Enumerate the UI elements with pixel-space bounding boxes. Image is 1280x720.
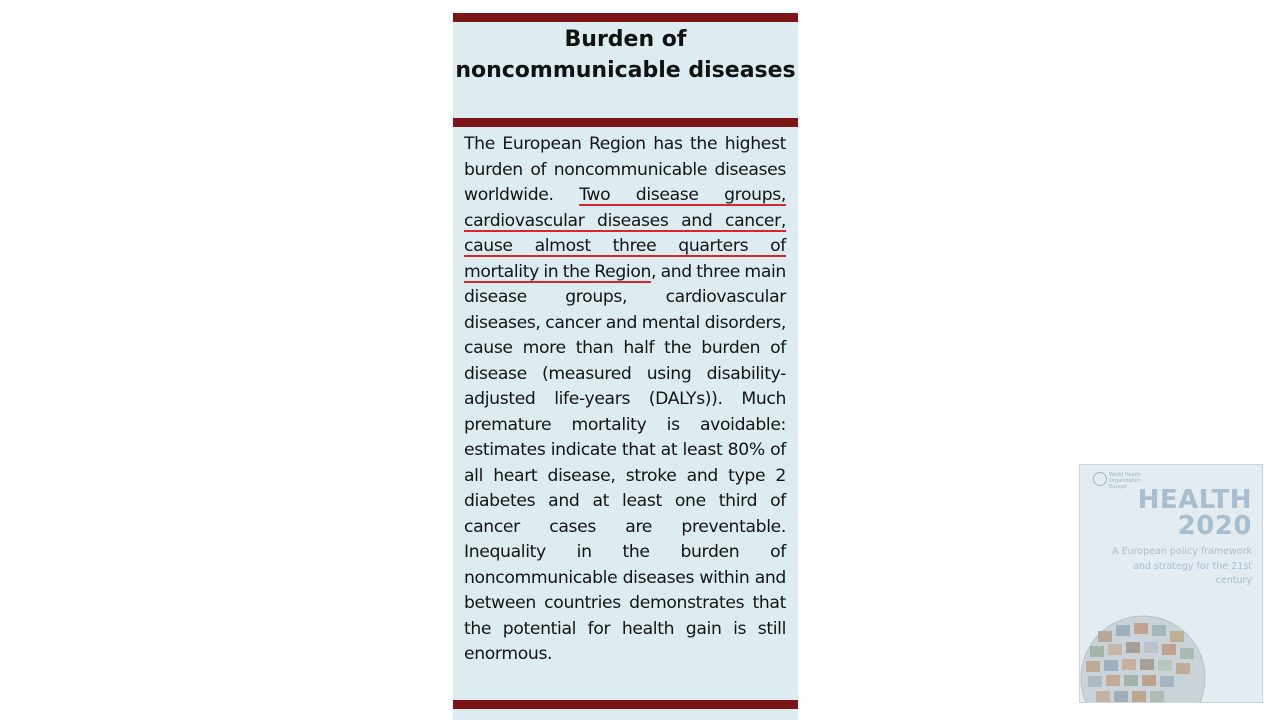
bottom-bar: [453, 700, 798, 709]
ncd-info-box: [453, 13, 798, 720]
highlighted-statement: Two disease groups, cardiovascular diseases and cancer, cause almost three quarters of mortality in the Region: [464, 185, 786, 282]
world-globe-collage-icon: [1080, 603, 1218, 702]
box-title: Burden of noncommunicable diseases: [455, 27, 796, 83]
cover-title: [1138, 487, 1252, 539]
cover-title-line2: 2020: [1177, 511, 1252, 541]
box-body-text: [464, 132, 786, 668]
cover-title-line1: HEALTH: [1137, 485, 1252, 515]
cover-subtitle: A European policy framework and strategy for the 21st century: [1112, 546, 1252, 586]
title-divider-bar: [453, 118, 798, 127]
health-2020-cover-thumbnail: [1080, 465, 1262, 702]
who-emblem-icon: [1093, 472, 1107, 486]
who-org-name: World Health Organization Europe: [1109, 472, 1142, 490]
body-text-rest: , and three main disease groups, cardiovascular diseases, cancer and mental disorders, cause more than half the burden of disease (measured using disability-adjusted life-years (DALYs)). Much premature mortality is avoidable: estimates indicate that at least 80% of all heart disease, stroke and type 2 diabetes and at least one third of cancer cases are preventable. Inequality in the burden of noncommunicable diseases within and between countries demonstrates that the potential for health gain is still enormous.: [464, 261, 786, 664]
top-bar: [453, 13, 798, 22]
body-text-intro: The European Region has the highest burden of noncommunicable diseases worldwide.: [464, 134, 786, 205]
